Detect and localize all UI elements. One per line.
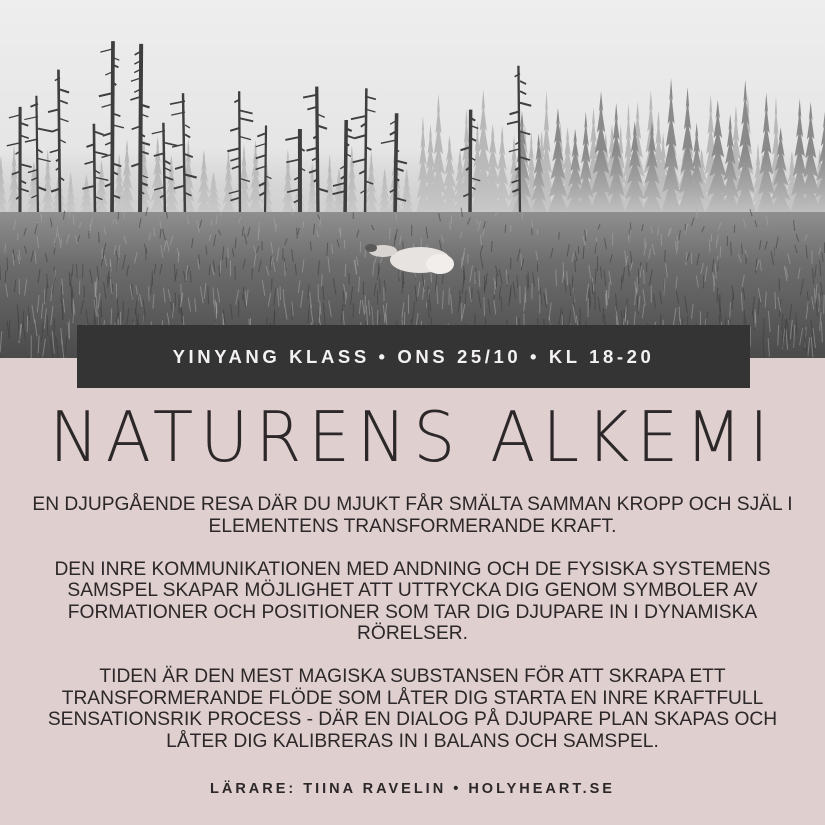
mist — [0, 150, 825, 220]
paragraph-intro: EN DJUPGÅENDE RESA DÄR DU MJUKT FÅR SMÄLTA SAMMAN KROPP OCH SJÄL I ELEMENTENS TRANSFORMERANDE KRAFT. — [32, 494, 793, 537]
description — [30, 494, 795, 774]
event-banner — [77, 325, 750, 388]
photo-illustration — [0, 0, 825, 360]
title-text: NATURENS ALKEMI — [49, 397, 776, 478]
banner-text: YINYANG KLASS • ONS 25/10 • KL 18-20 — [172, 345, 655, 367]
paragraph-communication: DEN INRE KOMMUNIKATIONEN MED ANDNING OCH DE FYSISKA SYSTEMENS SAMSPEL SKAPAR MÖJLIGHET ATT UTTRYCKA DIG GENOM SYMBOLER AV FORMATIONER OCH POSITIONER SOM TAR DIG DJUPARE IN I DYNAMISKA RÖRELSER. — [54, 558, 771, 644]
paragraph-time: TIDEN ÄR DEN MEST MAGISKA SUBSTANSEN FÖR ATT SKRAPA ETT TRANSFORMERANDE FLÖDE SOM LÅTER DIG STARTA EN INRE KRAFTFULL SENSATIONSRIK PROCESS - DÄR EN DIALOG PÅ DJUPARE PLAN SKAPAS OCH LÅTER DIG KALIBRERAS IN I BALANS OCH SAMSPEL. — [47, 666, 778, 752]
teacher-credit: LÄRARE: TIINA RAVELIN • HOLYHEART.SE — [210, 781, 615, 797]
poster-title — [0, 398, 825, 478]
forest-meadow-photo — [0, 0, 825, 360]
